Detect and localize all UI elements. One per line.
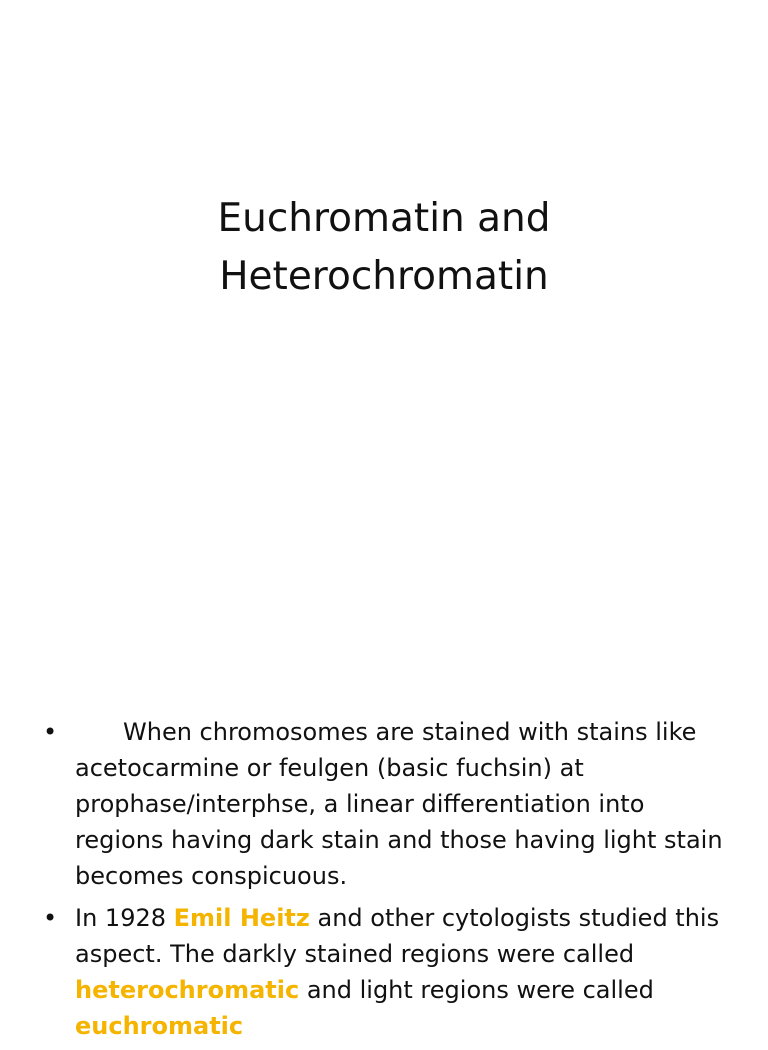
bullet-list	[0, 714, 768, 1050]
bullet-dot-icon: •	[43, 904, 58, 932]
bullet-text: When chromosomes are stained with stains like acetocarmine or feulgen (basic fuchsin) at prophase/interphse, a linear differentiation into regions having dark stain and those having light stain becomes conspicuous.	[75, 718, 723, 890]
highlight-heterochromatic: heterochromatic	[75, 976, 300, 1004]
slide-title-line-2: Heterochromatin	[219, 254, 549, 299]
bullet-item	[0, 714, 768, 894]
bullet-text-part: and light regions were called	[299, 976, 654, 1004]
bullet-text-part: In 1928	[75, 904, 174, 932]
slide-title-line-1: Euchromatin and	[217, 196, 551, 241]
highlight-euchromatic: euchromatic	[75, 1012, 244, 1040]
bullet-text-part: and other cytologists studied this aspect. The darkly stained regions were called	[75, 904, 720, 968]
bullet-dot-icon: •	[43, 718, 58, 746]
highlight-emil-heitz: Emil Heitz	[173, 904, 310, 932]
bullet-item	[0, 900, 768, 1044]
slide-title	[0, 190, 768, 306]
